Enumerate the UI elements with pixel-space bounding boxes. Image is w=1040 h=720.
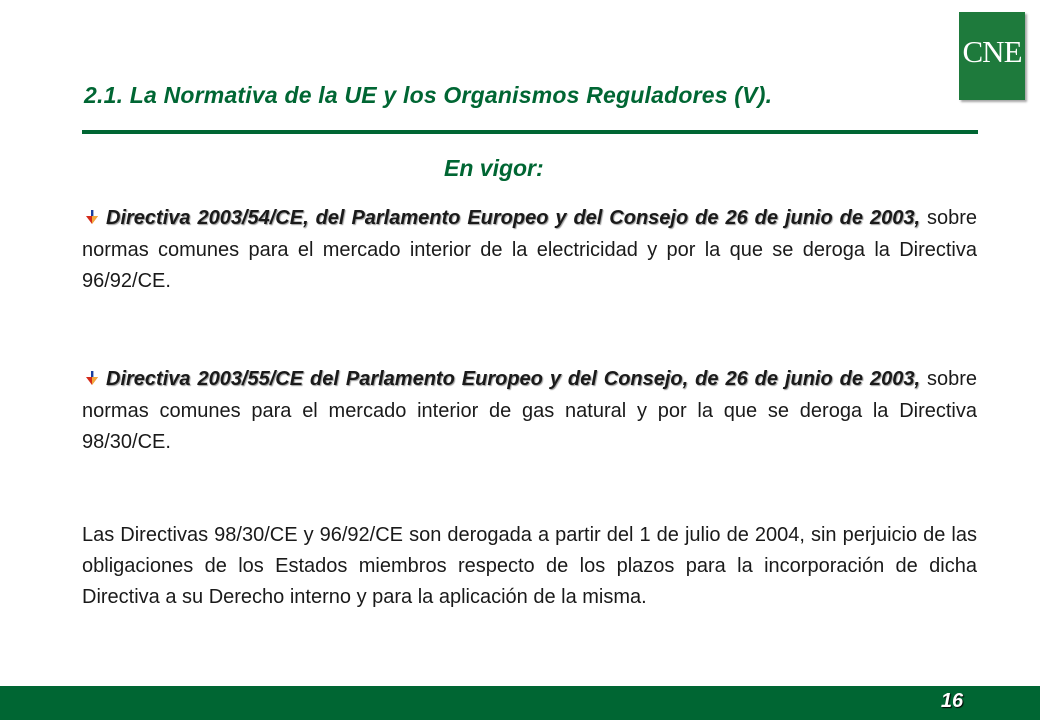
arrow-bullet-icon	[84, 204, 100, 235]
title-divider	[82, 130, 978, 134]
directive-lead: Directiva 2003/55/CE del Parlamento Europeo y del Consejo, de 26 de junio de 2003,	[106, 368, 921, 390]
page-number: 16	[940, 690, 964, 712]
directive-description: sobre normas comunes para el mercado interior de la electricidad y por la que se deroga la Directiva 96/92/CE.	[82, 207, 977, 292]
directive-item-electricity	[82, 203, 977, 297]
page-title: 2.1. La Normativa de la UE y los Organismos Reguladores (V).	[84, 82, 773, 108]
arrow-bullet-icon	[84, 365, 100, 396]
footer-bar	[0, 686, 1040, 720]
closing-paragraph: Las Directivas 98/30/CE y 96/92/CE son derogada a partir del 1 de julio de 2004, sin perjuicio de las obligaciones de los Estados miembros respecto de los plazos para la incorporación de dicha Directiva a su Derecho interno y para la aplicación de la misma.	[82, 524, 977, 608]
section-subtitle: En vigor:	[444, 155, 544, 181]
directive-description: sobre normas comunes para el mercado interior de gas natural y por la que se deroga la Directiva 98/30/CE.	[82, 368, 977, 453]
directive-item-gas	[82, 364, 977, 458]
directive-lead: Directiva 2003/54/CE, del Parlamento Europeo y del Consejo de 26 de junio de 2003,	[106, 207, 921, 229]
logo-text: CNE	[962, 34, 1022, 69]
cne-logo	[959, 12, 1025, 100]
